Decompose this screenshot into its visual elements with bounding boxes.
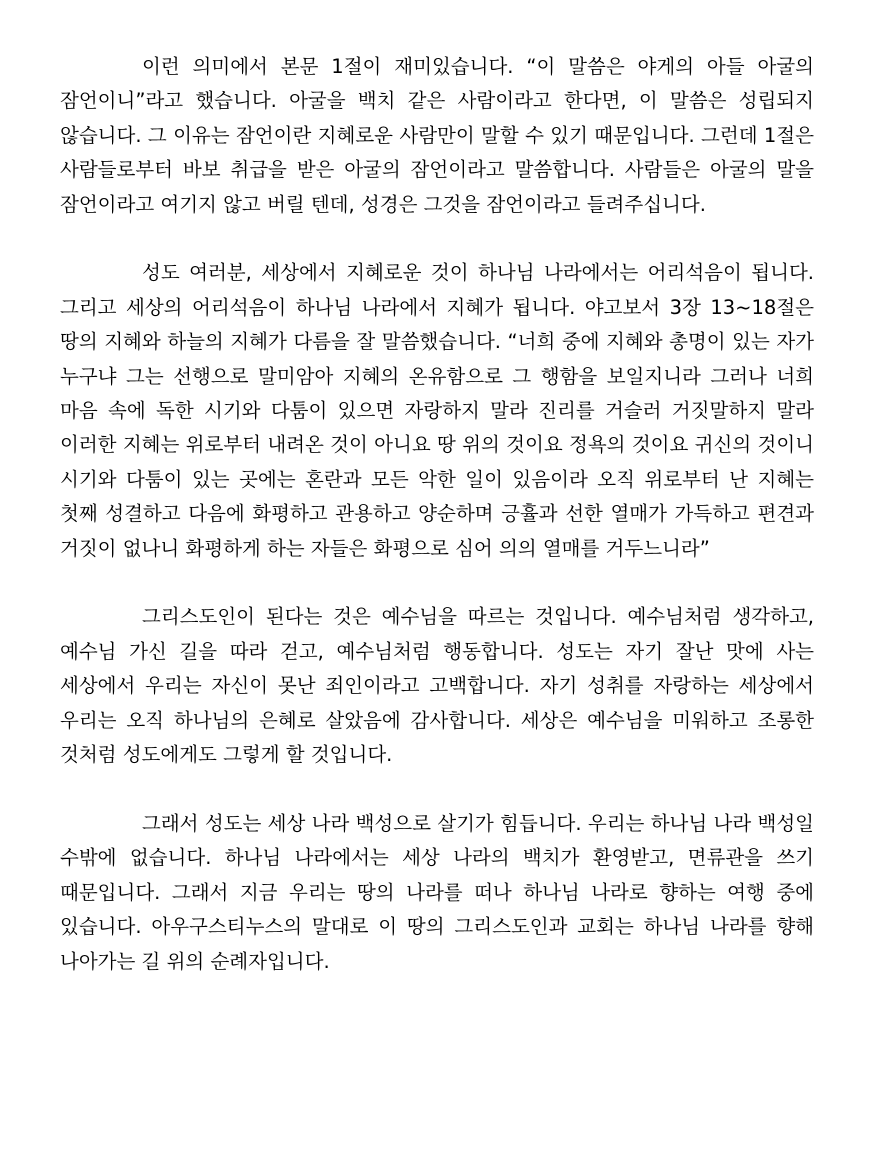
paragraph-2: 성도 여러분, 세상에서 지혜로운 것이 하나님 나라에서는 어리석음이 됩니다. 그리고 세상의 어리석음이 하나님 나라에서 지혜가 됩니다. 야고보서 3장 13~18절은 땅의 지혜와 하늘의 지혜가 다름을 잘 말씀했습니다. “너희 중에 지혜와 총명이 있는 자가 누구냐 그는 선행으로 말미암아 지혜의 온유함으로 그 행함을 보일지니라 그러나 너희 마음 속에 독한 시기와 다툼이 있으면 자랑하지 말라 진리를 거슬러 거짓말하지 말라 이러한 지혜는 위로부터 내려온 것이 아니요 땅 위의 것이요 정욕의 것이요 귀신의 것이니 시기와 다툼이 있는 곳에는 혼란과 모든 악한 일이 있음이라 오직 위로부터 난 지혜는 첫째 성결하고 다음에 화평하고 관용하고 양순하며 긍휼과 선한 열매가 가득하고 편견과 거짓이 없나니 화평하게 하는 자들은 화평으로 심어 의의 열매를 거두느니라” (60, 261, 814, 560)
document-page (60, 50, 814, 979)
paragraph-4: 그래서 성도는 세상 나라 백성으로 살기가 힘듭니다. 우리는 하나님 나라 백성일 수밖에 없습니다. 하나님 나라에서는 세상 나라의 백치가 환영받고, 면류관을 쓰기 때문입니다. 그래서 지금 우리는 땅의 나라를 떠나 하나님 나라로 향하는 여행 중에 있습니다. 아우구스티누스의 말대로 이 땅의 그리스도인과 교회는 하나님 나라를 향해 나아가는 길 위의 순례자입니다. (60, 811, 814, 973)
paragraph-1: 이런 의미에서 본문 1절이 재미있습니다. “이 말씀은 야게의 아들 아굴의 잠언이니”라고 했습니다. 아굴을 백치 같은 사람이라고 한다면, 이 말씀은 성립되지 않습니다. 그 이유는 잠언이란 지혜로운 사람만이 말할 수 있기 때문입니다. 그런데 1절은 사람들로부터 바보 취급을 받은 아굴의 잠언이라고 말씀합니다. 사람들은 아굴의 말을 잠언이라고 여기지 않고 버릴 텐데, 성경은 그것을 잠언이라고 들려주십니다. (60, 55, 814, 216)
paragraph-3: 그리스도인이 된다는 것은 예수님을 따르는 것입니다. 예수님처럼 생각하고, 예수님 가신 길을 따라 걷고, 예수님처럼 행동합니다. 성도는 자기 잘난 맛에 사는 세상에서 우리는 자신이 못난 죄인이라고 고백합니다. 자기 성취를 자랑하는 세상에서 우리는 오직 하나님의 은혜로 살았음에 감사합니다. 세상은 예수님을 미워하고 조롱한 것처럼 성도에게도 그렇게 할 것입니다. (60, 605, 814, 767)
